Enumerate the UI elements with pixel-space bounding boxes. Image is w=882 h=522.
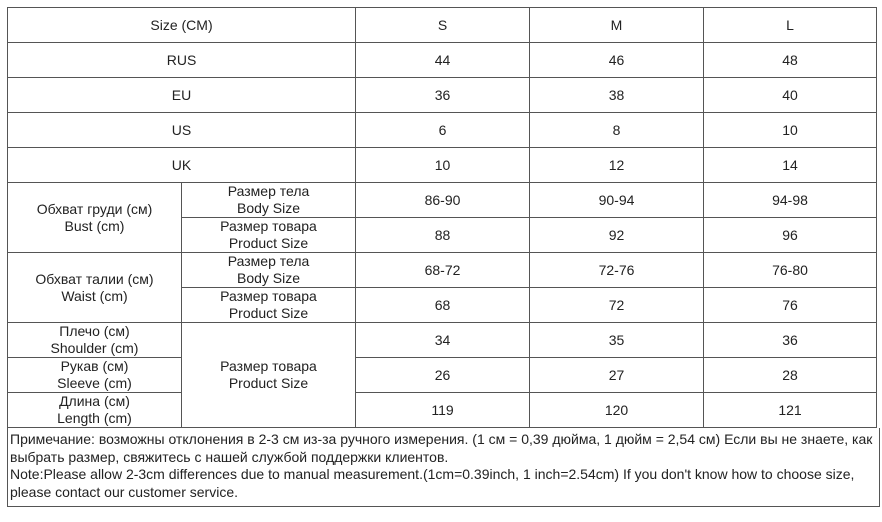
cell-value: 72 <box>530 288 704 323</box>
note-ru-line1: Примечание: возможны отклонения в 2-3 см из-за ручного измерения. (1 см = 0,39 дюйма, 1 дюйм = 2,54 см) Если вы не знаете, как <box>10 431 873 447</box>
cell-value: 76 <box>704 288 877 323</box>
waist-label-ru: Обхват талии (см) <box>35 270 154 287</box>
cell-value: 12 <box>530 148 704 183</box>
cell-value: 76-80 <box>704 253 877 288</box>
cell-value: 8 <box>530 113 704 148</box>
table-row <box>8 323 877 358</box>
cell-value: 68-72 <box>356 253 530 288</box>
cell-value: 44 <box>356 43 530 78</box>
cell-value: 38 <box>530 78 704 113</box>
waist-label-en: Waist (cm) <box>61 287 128 304</box>
size-s-header: S <box>356 8 530 43</box>
sleeve-label <box>8 358 182 393</box>
table-row <box>8 78 877 113</box>
bust-label-en: Bust (cm) <box>64 217 125 234</box>
sleeve-label-en: Sleeve (cm) <box>57 375 132 391</box>
product-size-label <box>182 288 356 323</box>
body-size-ru: Размер тела <box>227 253 310 269</box>
note-ru-line2: выбрать размер, свяжитесь с нашей службой поддержки клиентов. <box>10 448 449 465</box>
cell-value: 94-98 <box>704 183 877 218</box>
cell-value: 119 <box>356 393 530 428</box>
product-size-ru: Размер товара <box>220 288 317 304</box>
cell-value: 36 <box>704 323 877 358</box>
cell-value: 92 <box>530 218 704 253</box>
product-size-ru: Размер товара <box>220 358 317 374</box>
cell-value: 34 <box>356 323 530 358</box>
cell-value: 28 <box>704 358 877 393</box>
cell-value: 40 <box>704 78 877 113</box>
cell-value: 6 <box>356 113 530 148</box>
cell-value: 48 <box>704 43 877 78</box>
size-chart <box>7 7 876 507</box>
row-label: EU <box>8 78 356 113</box>
shoulder-label <box>8 323 182 358</box>
product-size-en: Product Size <box>228 305 309 321</box>
table-row <box>8 183 877 218</box>
table-row <box>8 148 877 183</box>
body-size-label <box>182 253 356 288</box>
cell-value: 10 <box>356 148 530 183</box>
length-label <box>8 393 182 428</box>
measurement-note <box>7 428 880 507</box>
cell-value: 68 <box>356 288 530 323</box>
header-label: Size (CM) <box>8 8 356 43</box>
cell-value: 90-94 <box>530 183 704 218</box>
body-size-ru: Размер тела <box>227 183 310 199</box>
bust-label-ru: Обхват груди (см) <box>36 200 153 217</box>
cell-value: 35 <box>530 323 704 358</box>
product-size-label <box>182 323 356 428</box>
shoulder-label-ru: Плечо (см) <box>59 323 130 339</box>
table-row <box>8 393 877 428</box>
table-row <box>8 113 877 148</box>
shoulder-label-en: Shoulder (cm) <box>50 340 139 356</box>
cell-value: 121 <box>704 393 877 428</box>
cell-value: 88 <box>356 218 530 253</box>
cell-value: 96 <box>704 218 877 253</box>
header-row <box>8 8 877 43</box>
body-size-en: Body Size <box>236 200 301 216</box>
cell-value: 14 <box>704 148 877 183</box>
table-row <box>8 358 877 393</box>
product-size-label <box>182 218 356 253</box>
size-l-header: L <box>704 8 877 43</box>
waist-label <box>8 253 182 323</box>
sleeve-label-ru: Рукав (см) <box>60 358 129 374</box>
bust-label <box>8 183 182 253</box>
size-table <box>7 7 877 428</box>
product-size-en: Product Size <box>228 375 309 391</box>
cell-value: 46 <box>530 43 704 78</box>
row-label: RUS <box>8 43 356 78</box>
note-en-line2: please contact our customer service. <box>10 483 238 500</box>
cell-value: 72-76 <box>530 253 704 288</box>
product-size-en: Product Size <box>228 235 309 251</box>
length-label-en: Length (cm) <box>57 410 132 426</box>
cell-value: 26 <box>356 358 530 393</box>
size-m-header: M <box>530 8 704 43</box>
table-row <box>8 253 877 288</box>
body-size-en: Body Size <box>236 270 301 286</box>
product-size-ru: Размер товара <box>220 218 317 234</box>
row-label: US <box>8 113 356 148</box>
length-label-ru: Длина (см) <box>59 393 130 409</box>
cell-value: 10 <box>704 113 877 148</box>
note-en-line1: Note:Please allow 2-3cm differences due to manual measurement.(1cm=0.39inch, 1 inch=2.54cm) If you don't know how to choose size, <box>10 466 855 482</box>
row-label: UK <box>8 148 356 183</box>
cell-value: 27 <box>530 358 704 393</box>
cell-value: 86-90 <box>356 183 530 218</box>
cell-value: 120 <box>530 393 704 428</box>
cell-value: 36 <box>356 78 530 113</box>
table-row <box>8 43 877 78</box>
body-size-label <box>182 183 356 218</box>
